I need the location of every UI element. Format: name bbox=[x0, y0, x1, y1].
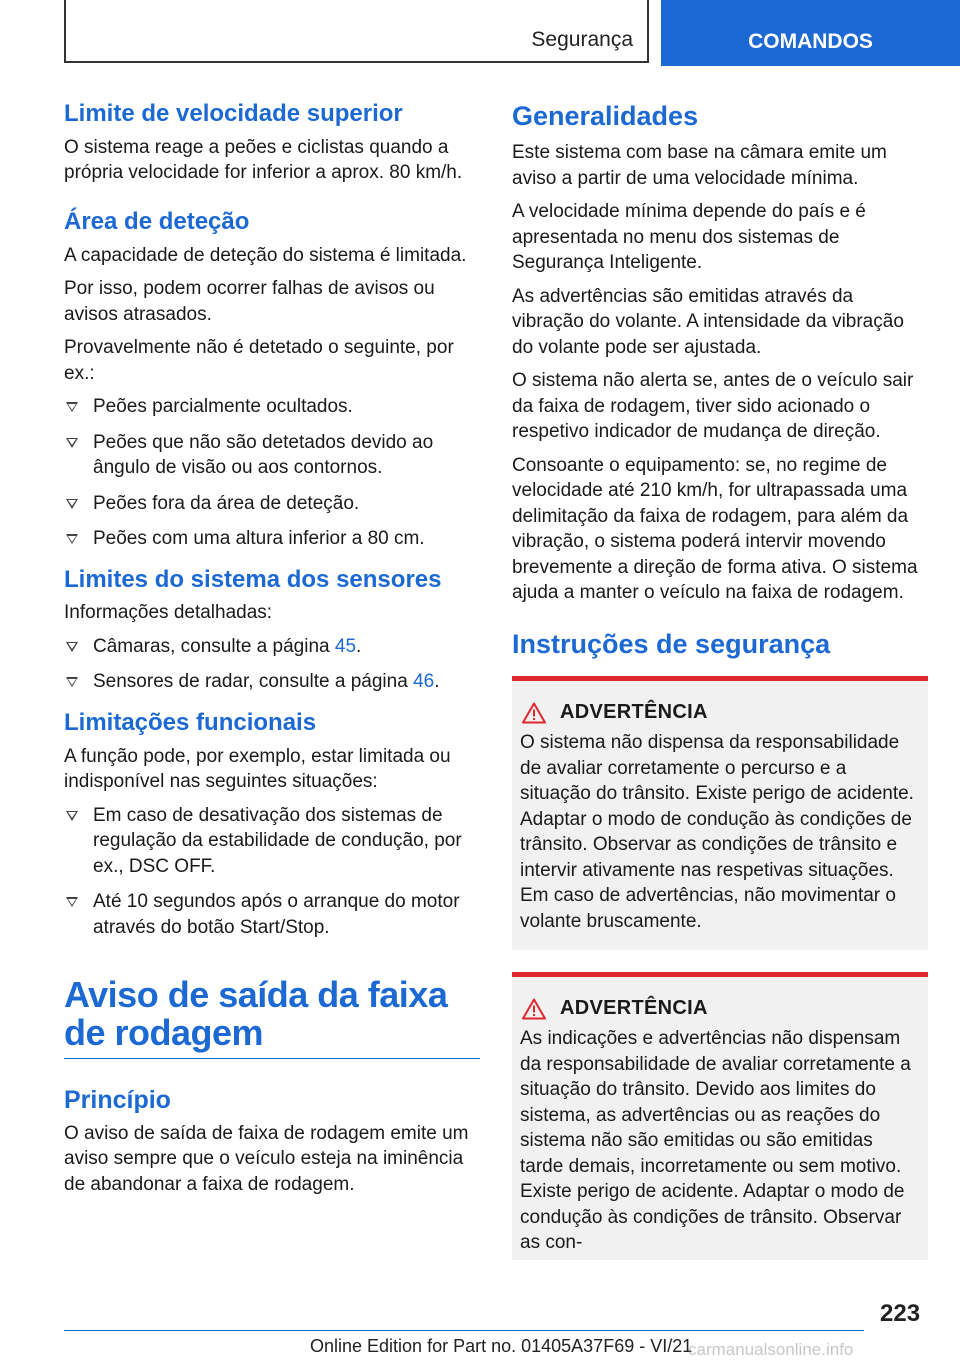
heading-functional-limits: Limitações funcionais bbox=[64, 708, 317, 736]
list-item: Sensores de radar, consulte a página 46. bbox=[64, 669, 480, 695]
triangle-bullet-icon bbox=[66, 402, 78, 412]
list-item: Peões parcialmente ocultados. bbox=[64, 394, 480, 420]
list-item: Peões com uma altura inferior a 80 cm. bbox=[64, 526, 480, 552]
triangle-bullet-icon bbox=[66, 897, 78, 907]
left-column bbox=[64, 100, 480, 1205]
warning-text: O sistema não dispensa da responsabilidade de avaliar corretamente o percurso e a situação do trânsito. Existe perigo de acidente. Adaptar o modo de condução às condições de trânsito. Observar as condições de trânsito e intervir ativamente nas respetivas situações. Em caso de advertências, não movimentar o volante bruscamente. bbox=[520, 732, 914, 932]
paragraph: O sistema reage a peões e ciclistas quando a própria velocidade for inferior a aprox. 80 km/h. bbox=[64, 136, 463, 184]
heading-speed-limit: Limite de velocidade superior bbox=[64, 100, 403, 127]
header-section-box bbox=[64, 0, 649, 63]
heading-principle: Princípio bbox=[64, 1085, 171, 1114]
paragraph: Provavelmente não é detetado o seguinte, por ex.: bbox=[64, 337, 454, 384]
triangle-bullet-icon bbox=[66, 438, 78, 448]
section-title: Segurança bbox=[531, 28, 633, 51]
page-header bbox=[0, 0, 960, 66]
heading-general: Generalidades bbox=[512, 101, 699, 131]
paragraph: O aviso de saída de faixa de rodagem emite um aviso sempre que o veículo esteja na iminência de abandonar a faixa de rodagem. bbox=[64, 1122, 469, 1195]
warning-text: As indicações e advertências não dispensam da responsabilidade de avaliar corretamente a situação do trânsito. Devido aos limites do sistema, as advertências ou as reações do sistema não são emitidas ou são emitidas tarde demais, incorretamente ou sem motivo. Existe perigo de acidente. Adaptar o modo de condução às condições de trânsito. Observar as con- bbox=[520, 1028, 911, 1254]
heading-sensor-limits: Limites do sistema dos sensores bbox=[64, 565, 442, 593]
warning-title: ADVERTÊNCIA bbox=[520, 701, 920, 724]
list-item: Câmaras, consulte a página 45. bbox=[64, 634, 480, 660]
page-link-45[interactable]: 45 bbox=[334, 635, 357, 657]
detection-list bbox=[64, 394, 480, 552]
sensor-list bbox=[64, 634, 480, 695]
footer-edition: Online Edition for Part no. 01405A37F69 - VI/21 bbox=[310, 1336, 693, 1356]
list-item: Peões que não são detetados devido ao ângulo de visão ou aos contornos. bbox=[64, 430, 480, 481]
warning-title: ADVERTÊNCIA bbox=[520, 997, 920, 1020]
paragraph: O sistema não alerta se, antes de o veículo sair da faixa de rodagem, tiver sido acionado o respetivo indicador de mudança de direção. bbox=[512, 370, 914, 443]
paragraph: Por isso, podem ocorrer falhas de avisos ou avisos atrasados. bbox=[64, 278, 435, 325]
warning-box bbox=[512, 676, 928, 950]
page-link-46[interactable]: 46 bbox=[413, 671, 435, 693]
list-item: Até 10 segundos após o arranque do motor através do botão Start/Stop. bbox=[64, 889, 480, 940]
paragraph: Consoante o equipamento: se, no regime de velocidade até 210 km/h, for ultrapassada uma delimitação da faixa de rodagem, para além da vibração, o sistema poderá intervir movendo brevemente a direção de forma ativa. O sistema ajuda a manter o veículo na faixa de rodagem. bbox=[512, 454, 918, 604]
warning-triangle-icon bbox=[522, 998, 546, 1020]
chapter-tab[interactable]: COMANDOS bbox=[661, 0, 960, 66]
triangle-bullet-icon bbox=[66, 811, 78, 821]
heading-detection-area: Área de deteção bbox=[64, 207, 250, 235]
paragraph: A função pode, por exemplo, estar limitada ou indisponível nas seguintes situações: bbox=[64, 745, 451, 793]
warning-box bbox=[512, 972, 928, 1260]
triangle-bullet-icon bbox=[66, 642, 78, 652]
heading-safety-instructions: Instruções de segurança bbox=[512, 628, 831, 659]
list-item: Peões fora da área de deteção. bbox=[64, 491, 480, 517]
triangle-bullet-icon bbox=[66, 499, 78, 509]
functional-list bbox=[64, 803, 480, 941]
footer-divider bbox=[64, 1330, 864, 1331]
triangle-bullet-icon bbox=[66, 677, 78, 687]
paragraph: As advertências são emitidas através da vibração do volante. A intensidade da vibração do volante pode ser ajustada. bbox=[512, 285, 904, 358]
chapter-title: Aviso de saída da faixa de rodagem bbox=[64, 976, 480, 1059]
paragraph: Informações detalhadas: bbox=[64, 602, 273, 624]
watermark: carmanualsonline.info bbox=[688, 1340, 854, 1359]
warning-triangle-icon bbox=[522, 702, 546, 724]
paragraph: A capacidade de deteção do sistema é limitada. bbox=[64, 244, 467, 266]
triangle-bullet-icon bbox=[66, 534, 78, 544]
paragraph: Este sistema com base na câmara emite um aviso a partir de uma velocidade mínima. bbox=[512, 142, 887, 189]
list-item: Em caso de desativação dos sistemas de regulação da estabilidade de condução, por ex., DSC OFF. bbox=[64, 803, 480, 880]
paragraph: A velocidade mínima depende do país e é apresentada no menu dos sistemas de Segurança Inteligente. bbox=[512, 201, 866, 274]
right-column bbox=[512, 100, 928, 1260]
page-number: 223 bbox=[880, 1300, 921, 1327]
